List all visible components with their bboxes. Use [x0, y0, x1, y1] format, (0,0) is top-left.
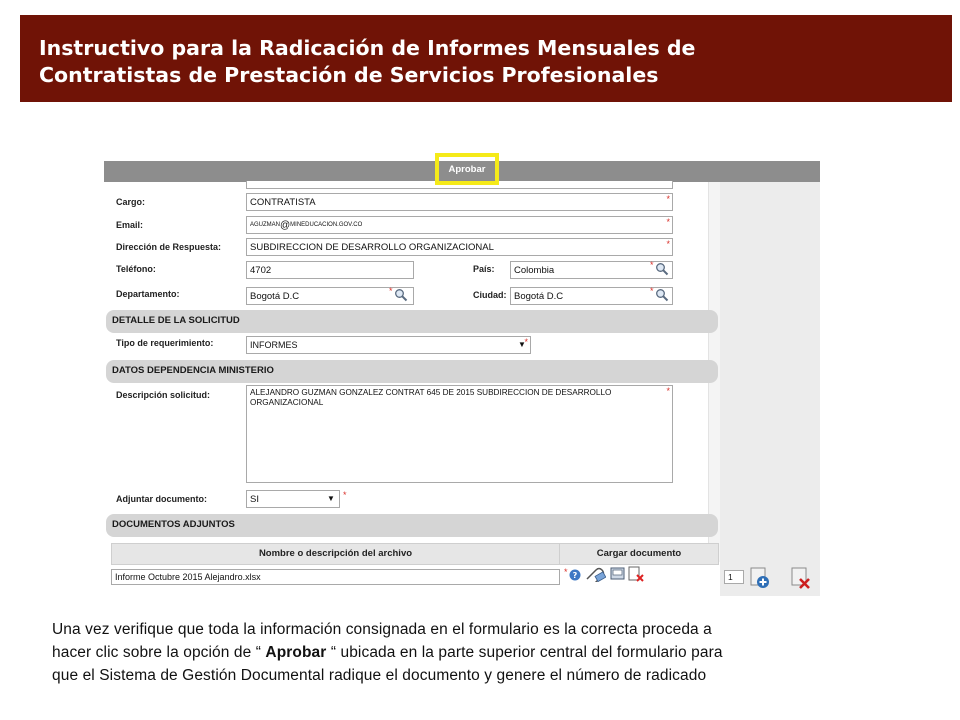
- column-header-nombre: Nombre o descripción del archivo: [111, 543, 560, 565]
- email-value-domain: MINEDUCACION.GOV.CO: [290, 222, 363, 228]
- title-line-1: Instructivo para la Radicación de Informes Mensuales de: [39, 36, 696, 60]
- adjuntar-documento-label: Adjuntar documento:: [116, 494, 207, 504]
- help-icon[interactable]: [569, 569, 581, 581]
- cargo-input[interactable]: [246, 193, 673, 211]
- adjuntar-dropdown-icon[interactable]: ▼: [327, 494, 335, 503]
- tipo-requerimiento-label: Tipo de requerimiento:: [116, 338, 214, 348]
- section-documentos-adjuntos: DOCUMENTOS ADJUNTOS: [106, 514, 718, 537]
- section-dependencia-ministerio: DATOS DEPENDENCIA MINISTERIO: [106, 360, 718, 383]
- departamento-value: Bogotá D.C: [250, 290, 300, 302]
- descripcion-line-2: ORGANIZACIONAL: [250, 398, 324, 407]
- descripcion-required-mark: *: [666, 386, 670, 396]
- email-value-user: AGUZMAN: [250, 222, 280, 228]
- approve-button[interactable]: Aprobar: [439, 161, 495, 182]
- descripcion-label: Descripción solicitud:: [116, 390, 211, 400]
- cargo-value: CONTRATISTA: [250, 196, 316, 208]
- descripcion-textarea[interactable]: [246, 385, 673, 483]
- email-label: Email:: [116, 220, 144, 230]
- document-count-input[interactable]: [724, 570, 744, 584]
- caption-line-2: [52, 641, 932, 664]
- direccion-label: Dirección de Respuesta:: [116, 242, 222, 252]
- email-value-at: @: [280, 219, 291, 231]
- section-detalle-solicitud: DETALLE DE LA SOLICITUD: [106, 310, 718, 333]
- file-name-input[interactable]: [111, 569, 560, 585]
- telefono-label: Teléfono:: [116, 264, 156, 274]
- departamento-required-mark: *: [389, 286, 393, 296]
- adjuntar-required-mark: *: [343, 490, 347, 500]
- tipo-dropdown-icon[interactable]: ▼: [518, 340, 526, 349]
- direccion-required-mark: *: [666, 239, 670, 249]
- add-document-icon[interactable]: [749, 567, 771, 589]
- approve-highlight-box: [435, 153, 499, 185]
- attach-icon[interactable]: [584, 567, 606, 582]
- telefono-value: 4702: [250, 264, 272, 276]
- caption-line-2-start: hacer clic sobre la opción de “: [52, 644, 266, 661]
- title-banner: [20, 15, 952, 102]
- pais-label: País:: [473, 264, 495, 274]
- descripcion-line-1: ALEJANDRO GUZMAN GONZALEZ CONTRAT 645 DE 2015 SUBDIRECCION DE DESARROLLO: [250, 388, 612, 397]
- document-count-value: 1: [728, 572, 733, 582]
- adjuntar-documento-value: SI: [250, 493, 259, 505]
- title-line-2: Contratistas de Prestación de Servicios Profesionales: [39, 63, 659, 87]
- ciudad-required-mark: *: [650, 286, 654, 296]
- scan-icon[interactable]: [610, 567, 625, 581]
- ciudad-search-icon[interactable]: [655, 288, 669, 302]
- remove-document-icon[interactable]: [790, 567, 812, 589]
- instruction-caption: [52, 618, 932, 687]
- form-screenshot: [104, 161, 820, 596]
- ciudad-label: Ciudad:: [473, 290, 507, 300]
- caption-line-2-end: “ ubicada en la parte superior central del formulario para: [326, 644, 723, 661]
- caption-line-1: Una vez verifique que toda la información consignada en el formulario es la correcta proceda a: [52, 621, 712, 638]
- direccion-input[interactable]: [246, 238, 673, 256]
- caption-line-3: que el Sistema de Gestión Documental radique el documento y genere el número de radicado: [52, 667, 707, 684]
- caption-approve-bold: Aprobar: [265, 644, 327, 661]
- tipo-requerimiento-value: INFORMES: [250, 340, 298, 350]
- delete-document-icon[interactable]: [628, 566, 644, 582]
- right-panel: [720, 182, 820, 596]
- column-header-cargar: Cargar documento: [559, 543, 719, 565]
- email-required-mark: *: [666, 217, 670, 227]
- pais-search-icon[interactable]: [655, 262, 669, 276]
- tipo-required-mark: *: [524, 337, 528, 347]
- email-input[interactable]: [246, 216, 673, 234]
- cargo-label: Cargo:: [116, 197, 145, 207]
- departamento-search-icon[interactable]: [394, 288, 408, 302]
- adjuntar-documento-select[interactable]: [246, 490, 340, 508]
- departamento-label: Departamento:: [116, 289, 180, 299]
- pais-input[interactable]: [510, 261, 673, 279]
- telefono-input[interactable]: [246, 261, 414, 279]
- cargo-required-mark: *: [666, 194, 670, 204]
- file-required-mark: *: [564, 567, 568, 577]
- tipo-requerimiento-select[interactable]: [246, 336, 531, 354]
- file-name-value: Informe Octubre 2015 Alejandro.xlsx: [115, 572, 261, 582]
- direccion-value: SUBDIRECCION DE DESARROLLO ORGANIZACIONAL: [250, 241, 494, 253]
- svg-text:?: ?: [572, 571, 578, 580]
- pais-value: Colombia: [514, 264, 555, 276]
- ciudad-input[interactable]: [510, 287, 673, 305]
- ciudad-value: Bogotá D.C: [514, 290, 564, 302]
- pais-required-mark: *: [650, 260, 654, 270]
